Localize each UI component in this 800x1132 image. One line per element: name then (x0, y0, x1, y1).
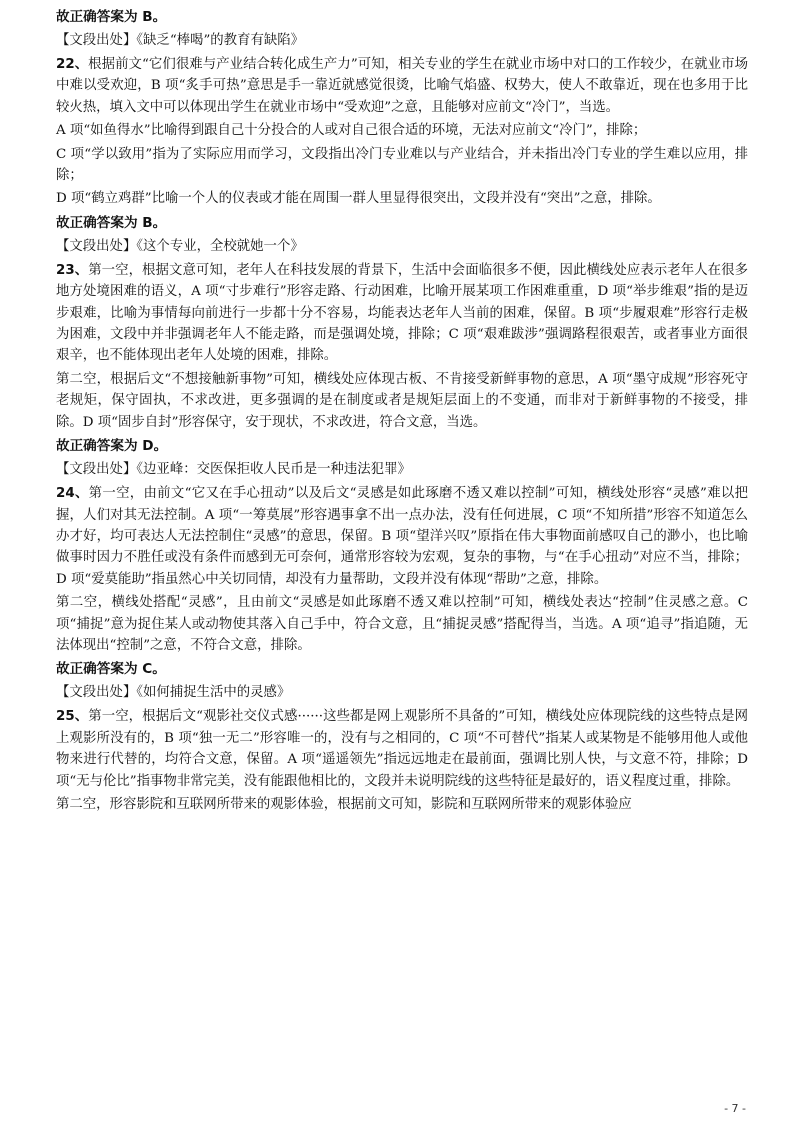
answer-line: 故正确答案为 B。 (56, 214, 167, 231)
answer-line: 故正确答案为 B。 (56, 9, 167, 25)
explanation-paragraph (56, 188, 748, 209)
explanation-paragraph (56, 706, 748, 792)
explanation-paragraph (56, 369, 748, 433)
paragraph-text: A 项“如鱼得水”比喻得到跟自己十分投合的人或对自己很合适的环境，无法对应前文“冷门”，排除； (56, 123, 647, 139)
question-number: 22、 (56, 57, 89, 72)
document-page (56, 4, 748, 817)
explanation-paragraph (56, 144, 748, 187)
paragraph-text: 第一空，根据后文“观影社交仪式感······这些都是网上观影所不具备的”可知，横线处应体现院线的这些特点是网上观影所没有的，B 项“独一无二”形容唯一的，没有与之相同的，C 项“不可替代”指某人或某物是不能够用他人或他物来进行代替的，均符合文意，保留。A 项“遥遥领先”指远远地走在最前面，强调比别人快，与文意不符，排除；D 项“无与伦比”指事物非常完美，没有能跟他相比的，文段并未说明院线的这些特征是最好的，语义程度过重，排除。 (56, 709, 748, 789)
question-number: 25、 (56, 709, 89, 725)
answer-line: 故正确答案为 D。 (56, 438, 168, 455)
paragraph-text: 第一空，根据文意可知，老年人在科技发展的背景下，生活中会面临很多不便，因此横线处应表示老年人在很多地方处境困难的语义，A 项“寸步难行”形容走路、行动困难，比喻开展某项工作困难重重，D 项“举步维艰”指的是迈步艰难，比喻为事情每向前进行一步都十分不容易，均能表达老年人当前的困难，保留。B 项“步履艰难”形容行走极为困难，文段中并非强调老年人不能走路，而是强调处境，排除；C 项“艰难跋涉”强调路程很艰苦，或者事业方面很艰辛，也不能体现出老年人处境的困难，排除。 (56, 262, 748, 364)
paragraph-text: 第二空，横线处搭配“灵感”，且由前文“灵感是如此琢磨不透又难以控制”可知，横线处表达“控制”住灵感之意。C 项“捕捉”意为捉住某人或动物使其落入自己手中，符合文意，且“捕捉灵感”搭配得当，当选。A 项“追寻”指追随，无法体现出“控制”之意，不符合文意，排除。 (56, 595, 748, 653)
source-citation: 【文段出处】《边亚峰：交医保拒收人民币是一种违法犯罪》 (56, 462, 411, 478)
paragraph-text: 第二空，形容影院和互联网所带来的观影体验，根据前文可知，影院和互联网所带来的观影体验应 (56, 796, 632, 812)
paragraph-text: D 项“鹤立鸡群”比喻一个人的仪表或才能在周围一群人里显得很突出，文段并没有“突出”之意，排除。 (56, 191, 661, 207)
explanation-paragraph (56, 120, 748, 141)
source-citation: 【文段出处】《缺乏“棒喝”的教育有缺陷》 (56, 33, 305, 48)
paragraph-text: 第二空，根据后文“不想接触新事物”可知，横线处应体现古板、不肯接受新鲜事物的意思，A 项“墨守成规”形容死守老规矩，保守固执，不求改进，更多强调的是在制度或者是规矩层面上的不变通，而非对于新鲜事物的不接受，排除。D 项“固步自封”形容保守，安于现状，不求改进，符合文意，当选。 (56, 371, 748, 430)
question-number: 23、 (56, 262, 89, 278)
explanation-paragraph (56, 260, 748, 367)
source-citation: 【文段出处】《这个专业，全校就她一个》 (56, 238, 304, 254)
paragraph-text: C 项“学以致用”指为了实际应用而学习，文段指出冷门专业难以与产业结合，并未指出冷门专业的学生难以应用，排除； (56, 146, 748, 184)
explanation-paragraph (56, 592, 748, 656)
explanation-paragraph (56, 54, 748, 118)
explanation-paragraph (56, 483, 748, 590)
page-number: - 7 - (724, 1102, 746, 1115)
explanation-paragraph (56, 794, 748, 815)
source-citation: 【文段出处】《如何捕捉生活中的灵感》 (56, 685, 291, 701)
question-number: 24、 (56, 486, 89, 502)
paragraph-text: 根据前文“它们很难与产业结合转化成生产力”可知，相关专业的学生在就业市场中对口的工作较少，在就业市场中难以受欢迎，B 项“炙手可热”意思是手一靠近就感觉很烫，比喻气焰盛、权势大，使人不敢靠近，现在也多用于比较火热，填入文中可以体现出学生在就业市场中“受欢迎”之意，且能够对应前文“冷门”，当选。 (56, 57, 748, 115)
paragraph-text: 第一空，由前文“它又在手心扭动”以及后文“灵感是如此琢磨不透又难以控制”可知，横线处形容“灵感”难以把握，人们对其无法控制。A 项“一筹莫展”形容遇事拿不出一点办法，没有任何进展，C 项“不知所措”形容不知道怎么办才好，均可表达人无法控制住“灵感”的意思，保留。B 项“望洋兴叹”原指在伟大事物面前感叹自己的渺小，也比喻做事时因力不胜任或没有条件而感到无可奈何，通常形容较为宏观，复杂的事物，与“在手心扭动”对应不当，排除；D 项“爱莫能助”指虽然心中关切同情，却没有力量帮助，文段并没有体现“帮助”之意，排除。 (56, 486, 748, 587)
answer-line: 故正确答案为 C。 (56, 661, 166, 678)
